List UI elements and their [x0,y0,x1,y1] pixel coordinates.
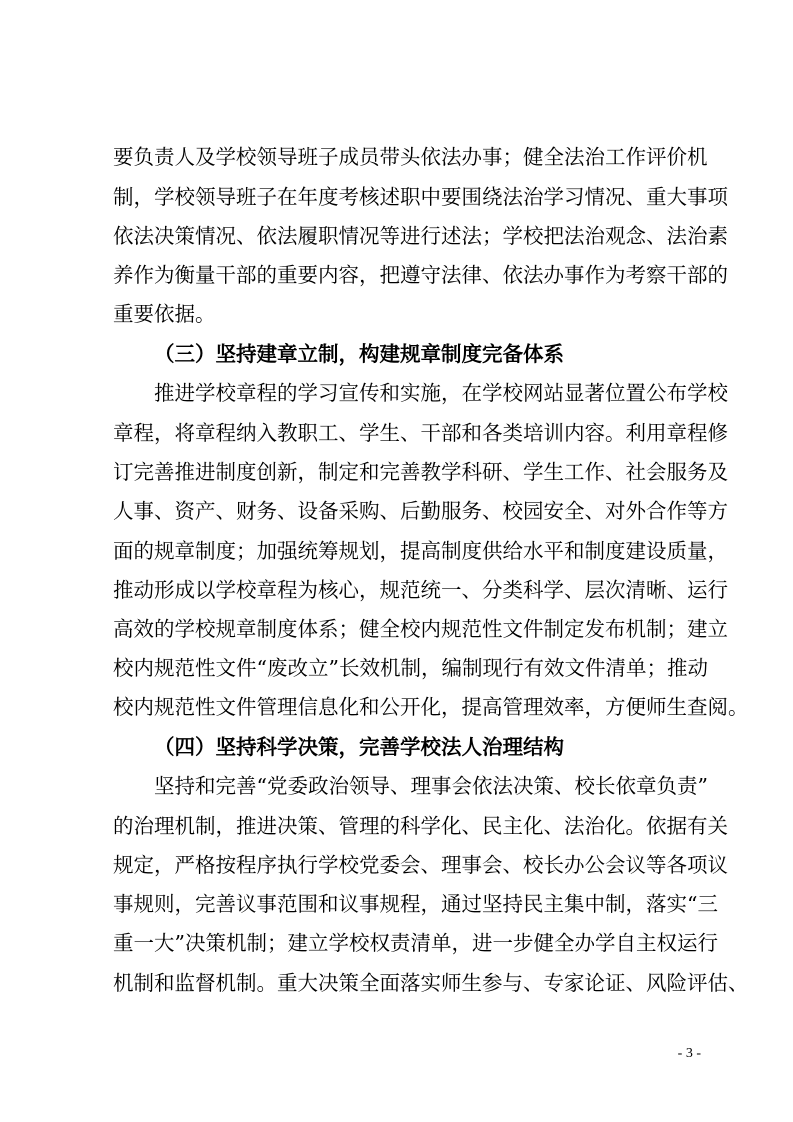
body-line: 校内规范性文件管理信息化和公开化，提高管理效率，方便师生查阅。 [113,695,749,719]
section-heading-3: （三）坚持建章立制，构建规章制度完备体系 [154,342,564,366]
body-line: 订完善推进制度创新，制定和完善教学科研、学生工作、社会服务及 [113,460,728,484]
body-line: 规定，严格按程序执行学校党委会、理事会、校长办公会议等各项议 [113,853,728,877]
body-line: 章程，将章程纳入教职工、学生、干部和各类培训内容。利用章程修 [113,421,728,445]
body-line: 机制和监督机制。重大决策全面落实师生参与、专家论证、风险评估、 [113,971,749,995]
body-line: 重一大”决策机制；建立学校权责清单，进一步健全办学自主权运行 [113,931,718,955]
page-number: - 3 - [677,1046,701,1061]
body-line: 制，学校领导班子在年度考核述职中要围绕法治学习情况、重大事项 [113,185,728,209]
body-line: 的治理机制，推进决策、管理的科学化、民主化、法治化。依据有关 [113,814,728,838]
body-line: 要负责人及学校领导班子成员带头依法办事；健全法治工作评价机 [113,145,708,169]
section-heading-4: （四）坚持科学决策，完善学校法人治理结构 [154,735,564,759]
body-line: 推进学校章程的学习宣传和实施，在学校网站显著位置公布学校 [154,381,728,405]
body-line: 重要依据。 [113,302,216,326]
body-line: 事规则，完善议事范围和议事规程，通过坚持民主集中制，落实“三 [113,892,718,916]
body-line: 面的规章制度；加强统筹规划，提高制度供给水平和制度建设质量， [113,539,728,563]
body-line: 推动形成以学校章程为核心，规范统一、分类科学、层次清晰、运行 [113,578,728,602]
body-line: 高效的学校规章制度体系；健全校内规范性文件制定发布机制；建立 [113,617,728,641]
body-line: 人事、资产、财务、设备采购、后勤服务、校园安全、对外合作等方 [113,499,728,523]
body-line: 养作为衡量干部的重要内容，把遵守法律、依法办事作为考察干部的 [113,263,728,287]
body-line: 坚持和完善“党委政治领导、理事会依法决策、校长依章负责” [154,774,708,798]
body-line: 校内规范性文件“废改立”长效机制，编制现行有效文件清单；推动 [113,656,708,680]
body-line: 依法决策情况、依法履职情况等进行述法；学校把法治观念、法治素 [113,224,728,248]
